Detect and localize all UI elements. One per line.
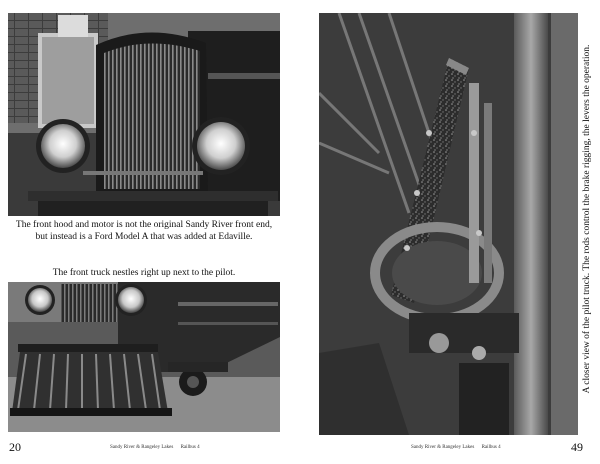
right-page bbox=[300, 0, 600, 464]
footer-right bbox=[411, 445, 507, 450]
footer-left-issue: Railbus 4 bbox=[180, 445, 200, 450]
footer-right-issue: Railbus 4 bbox=[481, 445, 501, 450]
page-number-right: 49 bbox=[571, 440, 583, 454]
caption-front-hood-line-1: The front hood and motor is not the original Sandy River front end, bbox=[15, 220, 273, 230]
caption-front-truck: The front truck nestles right up next to the pilot. bbox=[52, 268, 236, 278]
photo-front-truck-pilot bbox=[8, 282, 280, 432]
footer-left-title: Sandy River & Rangeley Lakes bbox=[110, 445, 174, 450]
caption-front-hood-line-2: but instead is a Ford Model A that was added at Edaville. bbox=[35, 232, 253, 242]
vertical-caption-container bbox=[580, 14, 594, 424]
front-hood-photo-graphic bbox=[8, 13, 280, 216]
vertical-caption-pilot-truck: A closer view of the pilot truck. The rods control the brake rigging, the levers the operation. bbox=[582, 44, 592, 394]
footer-left bbox=[110, 445, 206, 450]
caption-front-hood bbox=[8, 219, 280, 243]
footer-right-title: Sandy River & Rangeley Lakes bbox=[411, 445, 475, 450]
photo-front-hood bbox=[8, 13, 280, 216]
front-truck-photo-graphic bbox=[8, 282, 280, 432]
pilot-truck-photo-graphic bbox=[319, 13, 578, 435]
photo-pilot-truck-closeup bbox=[319, 13, 578, 435]
page-number-left: 20 bbox=[9, 440, 21, 454]
